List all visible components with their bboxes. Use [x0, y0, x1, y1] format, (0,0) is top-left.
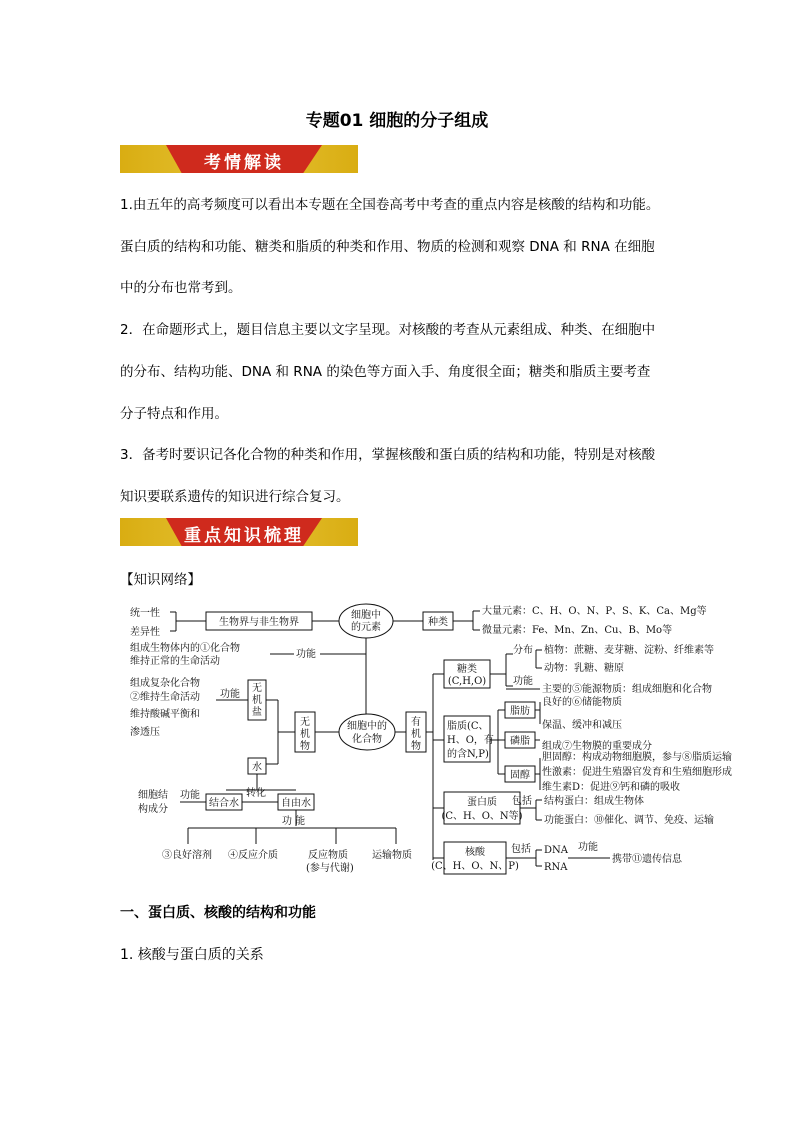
- salt-box-char: 盐: [252, 707, 262, 718]
- banner-text: 考情解读: [204, 153, 284, 173]
- sugar-label: 糖类: [457, 664, 477, 675]
- subsection-heading: 1. 核酸与蛋白质的关系: [120, 947, 264, 963]
- elements-label: 的元素: [351, 622, 381, 633]
- lipid-label: 的含N,P): [447, 749, 489, 760]
- phospholipid-text: 组成⑦生物膜的重要成分: [542, 741, 652, 752]
- compound-label: 细胞中的: [347, 721, 387, 732]
- elements-label: 细胞中: [351, 610, 381, 621]
- cell-structure-text: 构成分: [138, 804, 168, 815]
- nucleic-acid-label: 核酸: [465, 847, 485, 858]
- banner-key-knowledge: [120, 518, 358, 546]
- paragraph-line: 蛋白质的结构和功能、糖类和脂质的种类和作用、物质的检测和观察 DNA 和 RNA 在细胞: [120, 239, 655, 255]
- rna-label: RNA: [544, 862, 568, 873]
- distribution-label: 分布: [513, 645, 533, 656]
- bio-nonbio-label: 生物界与非生物界: [219, 617, 299, 628]
- sugar-function-text: 主要的⑤能源物质：组成细胞和化合物: [542, 684, 712, 695]
- compound-label: 化合物: [352, 734, 382, 745]
- sugar-function-label: 功能: [513, 676, 533, 687]
- salt-box-char: 无: [252, 683, 262, 694]
- page-title: 专题01 细胞的分子组成: [305, 111, 489, 131]
- nucleic-function-label: 功能: [578, 842, 598, 853]
- free-water-label: 自由水: [281, 798, 311, 809]
- bound-water-label: 结合水: [209, 798, 239, 809]
- salt-text-3: 维持酸碱平衡和: [130, 709, 200, 720]
- salt-box-char: 机: [252, 695, 262, 706]
- salt-text-1: 组成复杂化合物: [130, 678, 200, 689]
- transform-label: 转化: [246, 788, 266, 799]
- animal-sugar-text: 动物：乳糖、糖原: [544, 663, 624, 674]
- lipid-label: H、O，有: [447, 735, 494, 746]
- cell-structure-text: 细胞结: [138, 790, 168, 801]
- water-function-3b: (参与代谢): [306, 863, 354, 874]
- inorganic-char: 无: [300, 717, 310, 728]
- banner-text: 重点知识梳理: [184, 526, 304, 546]
- carry-genetic-info: 携带⑪遗传信息: [612, 854, 682, 865]
- knowledge-network-diagram: [128, 592, 768, 882]
- paragraph-line: 分子特点和作用。: [120, 406, 228, 422]
- protein-include-label: 包括: [512, 796, 532, 807]
- compose-text-1: 组成生物体内的①化合物: [130, 643, 240, 654]
- water-function-2: ④反应介质: [228, 850, 278, 861]
- organic-char: 物: [411, 741, 421, 752]
- sugar-label: (C,H,O): [447, 676, 487, 687]
- paragraph-line: 知识要联系遗传的知识进行综合复习。: [120, 489, 350, 505]
- paragraph-line: 3．备考时要识记各化合物的种类和作用，掌握核酸和蛋白质的结构和功能，特别是对核酸: [120, 447, 656, 463]
- fat-text-1: 良好的⑥储能物质: [542, 697, 622, 708]
- protein-label: 蛋白质: [467, 797, 497, 808]
- salt-text-2: ②维持生命活动: [130, 692, 200, 703]
- banner-exam-analysis: [120, 145, 358, 173]
- plant-sugar-text: 植物：蔗糖、麦芽糖、淀粉、纤维素等: [544, 645, 714, 656]
- sterol-text-1: 胆固醇：构成动物细胞膜，参与⑧脂质运输: [542, 752, 732, 763]
- sterol-text-3: 维生素D：促进⑨钙和磷的吸收: [542, 782, 681, 793]
- sterol-label: 固醇: [510, 770, 530, 781]
- organic-char: 有: [411, 717, 421, 728]
- unity-label: 统一性: [130, 608, 160, 619]
- nucleic-acid-label: (C、H、O、N、P): [431, 861, 519, 872]
- water-function-1: ③良好溶剂: [162, 850, 212, 861]
- inorganic-char: 机: [300, 729, 310, 740]
- fat-text-2: 保温、缓冲和减压: [542, 720, 622, 731]
- inorganic-char: 物: [300, 741, 310, 752]
- fat-label: 脂肪: [510, 706, 530, 717]
- water-function-label: 功 能: [282, 816, 306, 827]
- types-label: 种类: [428, 617, 448, 628]
- nucleic-include-label: 包括: [511, 844, 531, 855]
- protein-label: (C、H、O、N等): [441, 811, 523, 822]
- water-function-3: 反应物质: [308, 850, 348, 861]
- lipid-label: 脂质(C、: [447, 721, 489, 732]
- paragraph-line: 的分布、结构功能、DNA 和 RNA 的染色等方面入手、角度很全面；糖类和脂质主要考查: [120, 364, 651, 380]
- dna-label: DNA: [544, 845, 568, 856]
- sterol-text-2: 性激素：促进生殖器官发育和生殖细胞形成: [542, 767, 732, 778]
- paragraph-line: 2．在命题形式上，题目信息主要以文字呈现。对核酸的考查从元素组成、种类、在细胞中: [120, 322, 656, 338]
- phospholipid-label: 磷脂: [510, 736, 530, 747]
- macro-elements-text: 大量元素：C、H、O、N、P、S、K、Ca、Mg等: [482, 606, 707, 617]
- salt-function-label: 功能: [220, 689, 240, 700]
- paragraph-line: 1.由五年的高考频度可以看出本专题在全国卷高考中考查的重点内容是核酸的结构和功能。: [120, 197, 660, 213]
- diversity-label: 差异性: [130, 627, 160, 638]
- micro-elements-text: 微量元素：Fe、Mn、Zn、Cu、B、Mo等: [482, 625, 673, 636]
- organic-char: 机: [411, 729, 421, 740]
- function-label: 功能: [296, 649, 316, 660]
- bound-water-function-label: 功能: [180, 790, 200, 801]
- section-heading: 一、蛋白质、核酸的结构和功能: [120, 905, 316, 921]
- water-function-4: 运输物质: [372, 850, 412, 861]
- knowledge-network-label: 【知识网络】: [120, 572, 201, 588]
- paragraph-line: 中的分布也常考到。: [120, 280, 242, 296]
- protein-text-1: 结构蛋白：组成生物体: [544, 796, 644, 807]
- water-label: 水: [252, 762, 262, 773]
- salt-text-4: 渗透压: [130, 727, 160, 738]
- compose-text-2: 维持正常的生命活动: [130, 656, 220, 667]
- protein-text-2: 功能蛋白：⑩催化、调节、免疫、运输: [544, 815, 714, 826]
